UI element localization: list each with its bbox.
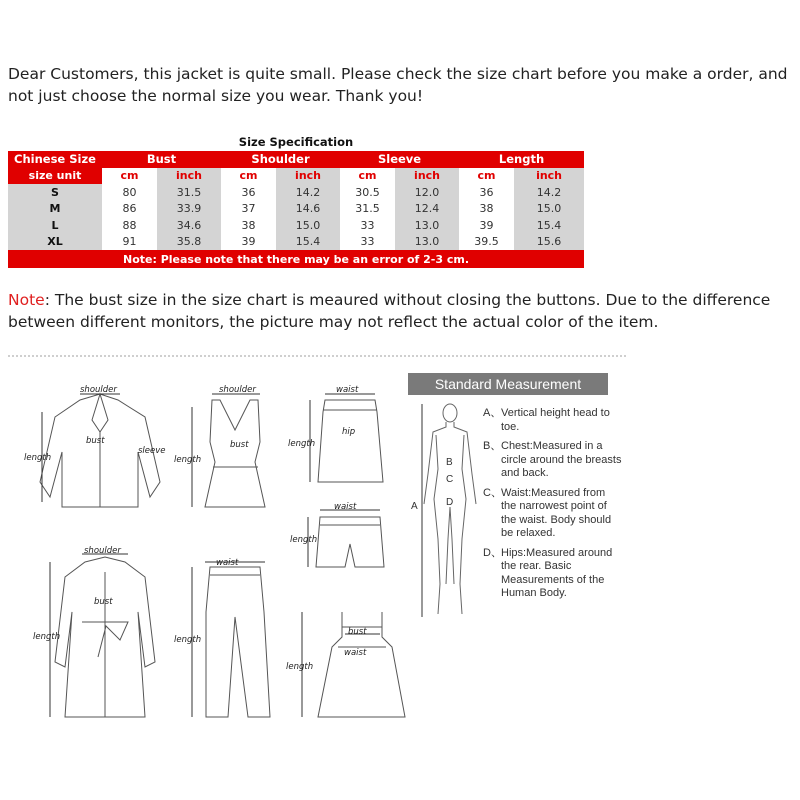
value-cell: 15.0 — [514, 201, 584, 218]
value-cell: 15.4 — [514, 217, 584, 234]
size-cell: S — [8, 184, 102, 201]
intro-text: Dear Customers, this jacket is quite small. Please check the size chart before you make a order, and not just choose the normal size you wear. Thank you! — [8, 65, 788, 105]
header-cell: Shoulder — [221, 151, 340, 168]
label-bust: bust — [348, 627, 367, 637]
standard-measurement-title: Standard Measurement — [408, 373, 608, 395]
value-cell: 12.0 — [395, 184, 459, 201]
value-cell: 14.2 — [276, 184, 340, 201]
value-cell: 88 — [102, 217, 157, 234]
label-length: length — [288, 439, 316, 449]
label-shoulder: shoulder — [80, 385, 117, 395]
value-cell: 34.6 — [157, 217, 221, 234]
value-cell: 30.5 — [340, 184, 395, 201]
size-chart-table — [8, 151, 584, 268]
value-cell: 39 — [459, 217, 514, 234]
unit-cell: cm — [221, 168, 276, 185]
shorts-illustration — [308, 510, 384, 567]
header-cell: Sleeve — [340, 151, 459, 168]
value-cell: 15.6 — [514, 234, 584, 251]
coat-illustration — [50, 554, 155, 717]
value-cell: 14.2 — [514, 184, 584, 201]
note-label: Note — [8, 291, 45, 309]
value-cell: 37 — [221, 201, 276, 218]
label-length: length — [33, 632, 61, 642]
label-shoulder: shoulder — [84, 546, 121, 556]
label-length: length — [290, 535, 318, 545]
unit-label: size unit — [8, 168, 102, 185]
letter-b: B — [446, 457, 453, 468]
label-shoulder: shoulder — [219, 385, 256, 395]
label-bust: bust — [94, 597, 113, 607]
value-cell: 38 — [459, 201, 514, 218]
vest-illustration — [192, 394, 265, 507]
unit-cell: cm — [102, 168, 157, 185]
label-length: length — [286, 662, 314, 672]
table-unit-row — [8, 168, 584, 185]
label-length: length — [174, 455, 202, 465]
label-hip: hip — [342, 427, 356, 437]
letter-a: A — [411, 501, 418, 512]
value-cell: 38 — [221, 217, 276, 234]
header-cell: Chinese Size — [8, 151, 102, 168]
table-footnote-row — [8, 250, 584, 268]
table-header-row — [8, 151, 584, 168]
label-length: length — [24, 453, 52, 463]
unit-cell: cm — [340, 168, 395, 185]
note-text: : The bust size in the size chart is meaured without closing the buttons. Due to the difference between different monitors, the picture may not reflect the actual color of the item. — [8, 291, 771, 331]
value-cell: 13.0 — [395, 234, 459, 251]
size-spec-title: Size Specification — [238, 135, 354, 149]
table-row — [8, 234, 584, 251]
dotted-divider — [8, 355, 626, 357]
definition-item: D、 Hips:Measured around the rear. Basic Measurements of the Human Body. — [483, 546, 613, 599]
label-waist: waist — [216, 558, 239, 568]
header-cell: Bust — [102, 151, 221, 168]
value-cell: 33 — [340, 217, 395, 234]
value-cell: 39.5 — [459, 234, 514, 251]
measurement-definitions — [483, 407, 623, 607]
note-paragraph — [8, 289, 793, 333]
value-cell: 36 — [459, 184, 514, 201]
table-row — [8, 217, 584, 234]
value-cell: 13.0 — [395, 217, 459, 234]
value-cell: 35.8 — [157, 234, 221, 251]
header-cell: Length — [459, 151, 584, 168]
value-cell: 12.4 — [395, 201, 459, 218]
value-cell: 31.5 — [157, 184, 221, 201]
table-footnote: Note: Please note that there may be an error of 2-3 cm. — [8, 250, 584, 268]
skirt-illustration — [310, 394, 383, 482]
unit-cell: cm — [459, 168, 514, 185]
definition-item: A、 Vertical height head to toe. — [483, 407, 610, 433]
human-body-figure — [408, 399, 483, 624]
value-cell: 80 — [102, 184, 157, 201]
unit-cell: inch — [276, 168, 340, 185]
value-cell: 91 — [102, 234, 157, 251]
letter-d: D — [446, 497, 454, 508]
label-waist: waist — [334, 502, 357, 512]
value-cell: 33 — [340, 234, 395, 251]
label-waist: waist — [344, 648, 367, 658]
label-bust: bust — [230, 440, 249, 450]
label-waist: waist — [336, 385, 359, 395]
value-cell: 14.6 — [276, 201, 340, 218]
unit-cell: inch — [514, 168, 584, 185]
label-length: length — [174, 635, 202, 645]
table-row — [8, 201, 584, 218]
label-sleeve: sleeve — [138, 446, 166, 456]
value-cell: 31.5 — [340, 201, 395, 218]
letter-c: C — [446, 474, 454, 485]
size-cell: L — [8, 217, 102, 234]
value-cell: 33.9 — [157, 201, 221, 218]
definition-item: C、 Waist:Measured from the narrowest point of the waist. Body should be relaxed. — [483, 486, 612, 539]
unit-cell: inch — [395, 168, 459, 185]
standard-measurement-panel — [408, 373, 622, 623]
value-cell: 36 — [221, 184, 276, 201]
definition-item: B、 Chest:Measured in a circle around the breasts and back. — [483, 440, 622, 479]
value-cell: 39 — [221, 234, 276, 251]
table-row — [8, 184, 584, 201]
value-cell: 15.4 — [276, 234, 340, 251]
trousers-illustration — [192, 562, 270, 717]
size-cell: M — [8, 201, 102, 218]
value-cell: 15.0 — [276, 217, 340, 234]
label-bust: bust — [86, 436, 105, 446]
unit-cell: inch — [157, 168, 221, 185]
value-cell: 86 — [102, 201, 157, 218]
size-cell: XL — [8, 234, 102, 251]
